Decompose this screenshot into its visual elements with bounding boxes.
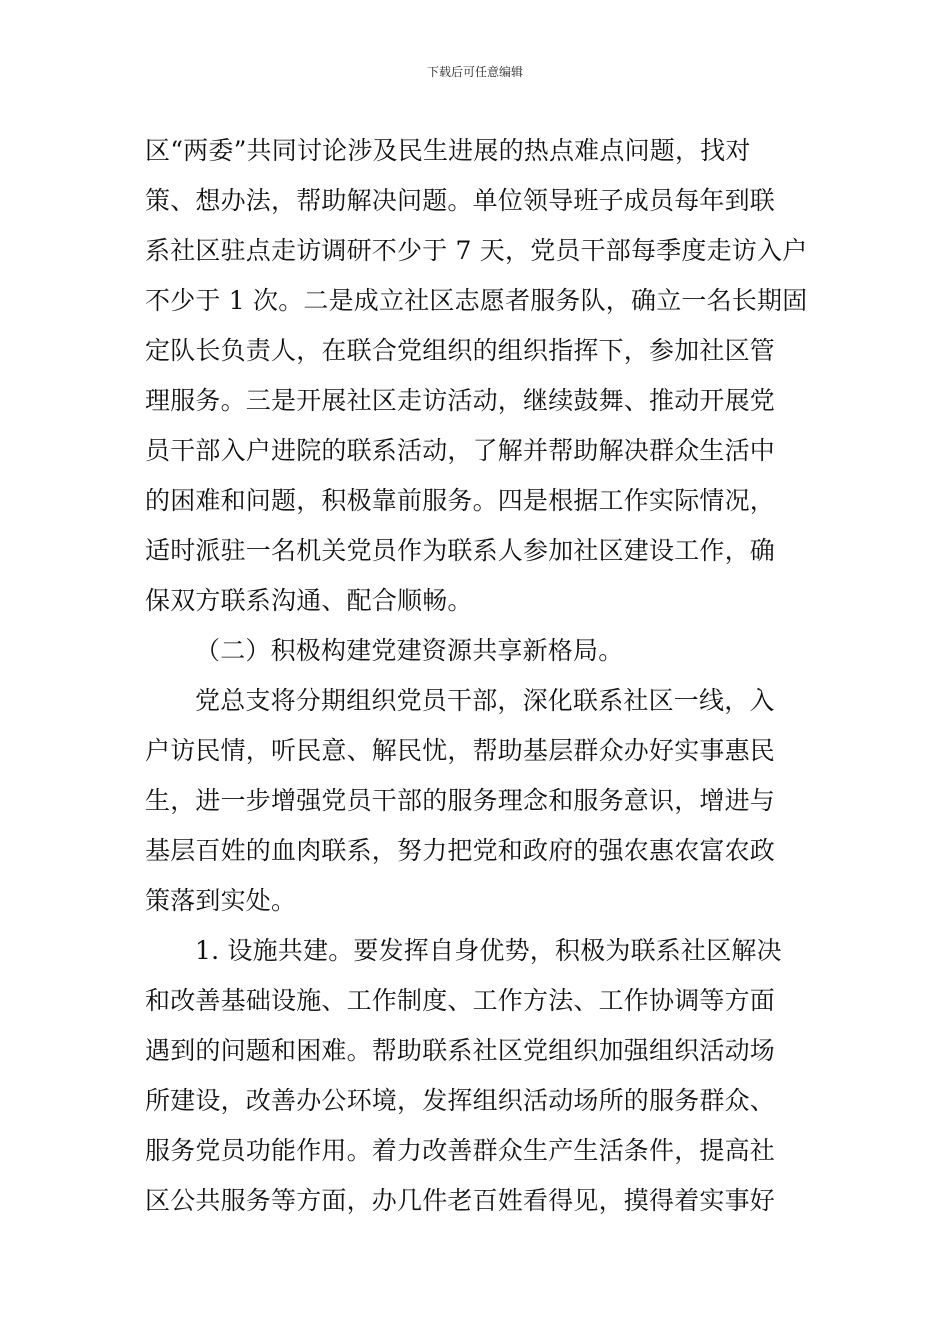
text-line: 保双方联系沟通、配合顺畅。: [145, 586, 473, 615]
text-line: 定队长负责人，在联合党组织的组织指挥下，参加社区管: [145, 336, 776, 365]
text-line: 遇到的问题和困难。帮助联系社区党组织加强组织活动场: [145, 1036, 776, 1065]
text-line: 和改善基础设施、工作制度、工作方法、工作协调等方面: [145, 986, 776, 1015]
paragraph-start-line: 党总支将分期组织党员干部，深化联系社区一线，入: [195, 686, 775, 715]
text-line: 理服务。三是开展社区走访活动，继续鼓舞、推动开展党: [145, 386, 776, 415]
text-line: 区“两委”共同讨论涉及民生进展的热点难点问题，找对: [145, 136, 751, 165]
text-line: 服务党员功能作用。着力改善群众生产生活条件，提高社: [145, 1136, 776, 1165]
text-line: 区公共服务等方面，办几件老百姓看得见，摸得着实事好: [145, 1186, 776, 1215]
text-line: 基层百姓的血肉联系，努力把党和政府的强农惠农富农政: [145, 836, 776, 865]
numbered-item-start-line: 1. 设施共建。要发挥自身优势，积极为联系社区解决: [195, 936, 782, 965]
text-line: 所建设，改善办公环境，发挥组织活动场所的服务群众、: [145, 1086, 776, 1115]
section-heading: （二）积极构建党建资源共享新格局。: [195, 636, 624, 665]
text-line: 策、想办法，帮助解决问题。单位领导班子成员每年到联: [145, 186, 776, 215]
text-line: 系社区驻点走访调研不少于 7 天，党员干部每季度走访入户: [145, 236, 808, 265]
text-line: 生，进一步增强党员干部的服务理念和服务意识，增进与: [145, 786, 776, 815]
text-line: 不少于 1 次。二是成立社区志愿者服务队，确立一名长期固: [145, 286, 808, 315]
text-line: 的困难和问题，积极靠前服务。四是根据工作实际情况，: [145, 486, 776, 515]
text-line: 户访民情，听民意、解民忧，帮助基层群众办好实事惠民: [145, 736, 776, 765]
document-body: [145, 126, 810, 1226]
text-line: 员干部入户进院的联系活动，了解并帮助解决群众生活中: [145, 436, 776, 465]
page-header-note: 下载后可任意编辑: [426, 65, 523, 79]
text-line: 适时派驻一名机关党员作为联系人参加社区建设工作，确: [145, 536, 776, 565]
text-line: 策落到实处。: [145, 886, 297, 915]
